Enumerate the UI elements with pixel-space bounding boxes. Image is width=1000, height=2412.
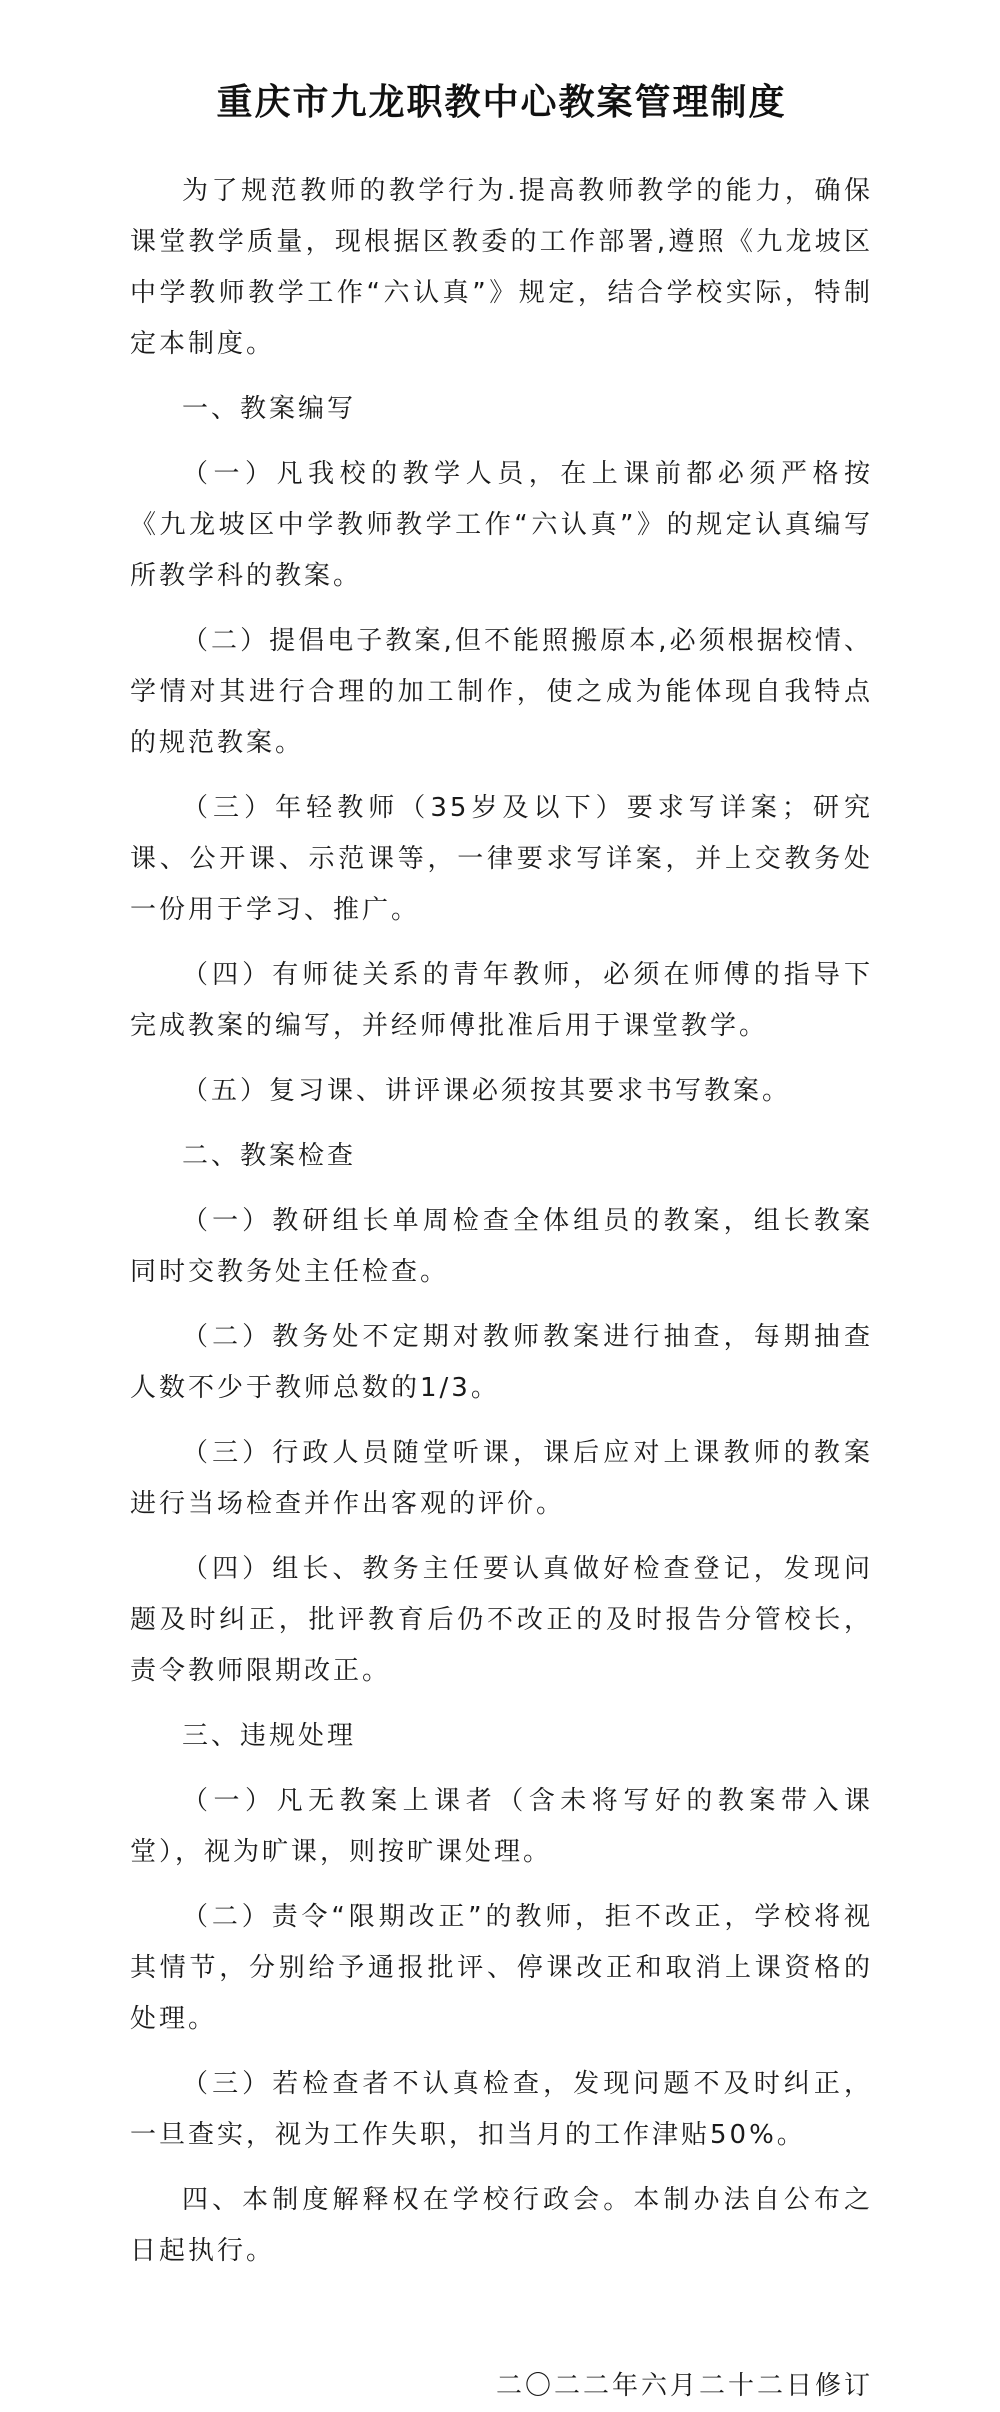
section-item: （一）凡我校的教学人员，在上课前都必须严格按《九龙坡区中学教师教学工作“六认真”》的规定认真编写所教学科的教案。 [130, 459, 873, 591]
section-item: （五）复习课、讲评课必须按其要求书写教案。 [182, 1076, 792, 1106]
section-item: （三）行政人员随堂听课，课后应对上课教师的教案进行当场检查并作出客观的评价。 [130, 1438, 873, 1519]
section-item: （二）提倡电子教案,但不能照搬原本,必须根据校情、学情对其进行合理的加工制作，使之成为能体现自我特点的规范教案。 [130, 626, 873, 758]
section-item: （一）教研组长单周检查全体组员的教案，组长教案同时交教务处主任检查。 [130, 1206, 873, 1287]
section-item: （二）教务处不定期对教师教案进行抽查，每期抽查人数不少于教师总数的1/3。 [130, 1322, 873, 1403]
section-lesson-plan-inspection [130, 1131, 873, 1697]
section-lesson-plan-writing [130, 384, 873, 1117]
revision-date: 二〇二二年六月二十二日修订 [495, 2371, 873, 2401]
intro-paragraph: 为了规范教师的教学行为.提高教师教学的能力，确保课堂教学质量，现根据区教委的工作部署,遵照《九龙坡区中学教师教学工作“六认真”》规定，结合学校实际，特制定本制度。 [130, 176, 873, 359]
section-heading: 一、教案编写 [182, 394, 357, 424]
section-heading: 三、违规处理 [182, 1721, 357, 1751]
closing-paragraph: 四、本制度解释权在学校行政会。本制办法自公布之日起执行。 [130, 2185, 873, 2266]
section-item: （四）组长、教务主任要认真做好检查登记，发现问题及时纠正，批评教育后仍不改正的及时报告分管校长，责令教师限期改正。 [130, 1554, 873, 1686]
section-violation-handling [130, 1711, 873, 2161]
section-item: （四）有师徒关系的青年教师，必须在师傅的指导下完成教案的编写，并经师傅批准后用于课堂教学。 [130, 960, 873, 1041]
section-item: （二）责令“限期改正”的教师，拒不改正，学校将视其情节，分别给予通报批评、停课改正和取消上课资格的处理。 [130, 1902, 873, 2034]
spacer [130, 2291, 873, 2361]
section-item: （三）年轻教师（35岁及以下）要求写详案；研究课、公开课、示范课等，一律要求写详案，并上交教务处一份用于学习、推广。 [130, 793, 873, 925]
section-heading: 二、教案检查 [182, 1141, 357, 1171]
section-item: （三）若检查者不认真检查，发现问题不及时纠正，一旦查实，视为工作失职，扣当月的工作津贴50%。 [130, 2069, 873, 2150]
document-title: 重庆市九龙职教中心教案管理制度 [216, 81, 787, 123]
section-item: （一）凡无教案上课者（含未将写好的教案带入课堂），视为旷课，则按旷课处理。 [130, 1786, 873, 1867]
